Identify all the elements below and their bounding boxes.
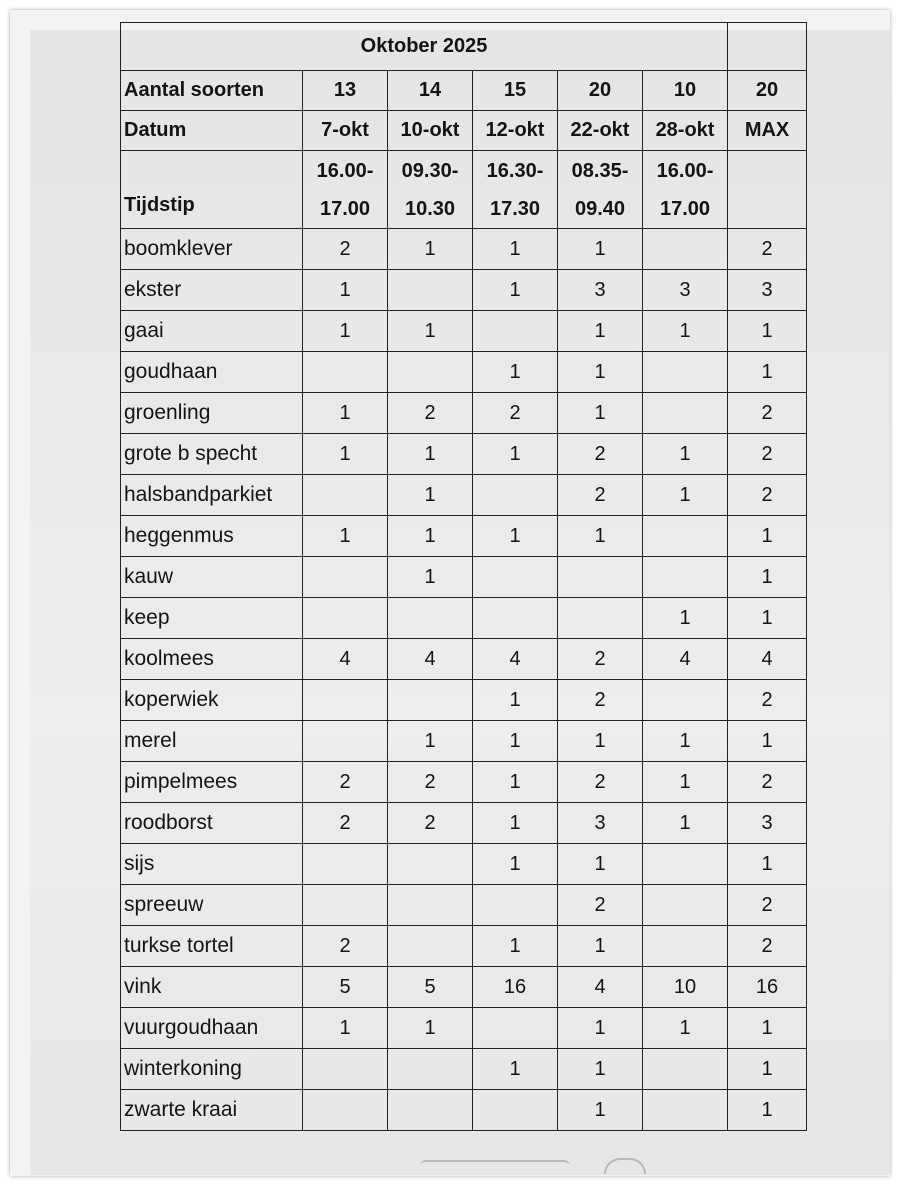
count-cell (388, 885, 473, 926)
tijdstip-end: 10.30 (404, 197, 456, 220)
species-name: keep (121, 598, 303, 639)
count-cell: 1 (728, 844, 807, 885)
count-cell: 2 (728, 885, 807, 926)
count-cell: 2 (388, 762, 473, 803)
aantal-cell: 20 (728, 71, 807, 111)
count-cell (643, 844, 728, 885)
count-cell (388, 1090, 473, 1131)
count-cell: 1 (303, 1008, 388, 1049)
count-cell: 3 (558, 270, 643, 311)
tijdstip-cell (388, 151, 473, 229)
table-row (121, 639, 807, 680)
count-cell (473, 885, 558, 926)
tijdstip-start: 16.00- (656, 159, 714, 182)
tijdstip-start: 16.00- (316, 159, 374, 182)
count-cell: 1 (558, 721, 643, 762)
count-cell (303, 680, 388, 721)
count-cell: 1 (473, 926, 558, 967)
count-cell: 1 (558, 352, 643, 393)
count-cell: 3 (558, 803, 643, 844)
table-row (121, 926, 807, 967)
count-cell: 1 (558, 393, 643, 434)
table-row (121, 557, 807, 598)
tijdstip-end: 17.00 (319, 197, 371, 220)
aantal-cell: 10 (643, 71, 728, 111)
count-cell: 3 (728, 803, 807, 844)
count-cell: 16 (473, 967, 558, 1008)
species-name: halsbandparkiet (121, 475, 303, 516)
species-name: goudhaan (121, 352, 303, 393)
count-cell: 1 (728, 311, 807, 352)
datum-cell: 10-okt (388, 111, 473, 151)
count-cell: 1 (643, 1008, 728, 1049)
species-name: koperwiek (121, 680, 303, 721)
table-row (121, 1008, 807, 1049)
count-cell: 1 (728, 516, 807, 557)
count-cell: 1 (388, 721, 473, 762)
species-name: ekster (121, 270, 303, 311)
count-cell: 1 (303, 516, 388, 557)
count-cell: 1 (728, 1049, 807, 1090)
count-cell (473, 1008, 558, 1049)
monitor-button (604, 1158, 646, 1174)
count-cell (558, 598, 643, 639)
count-cell: 2 (728, 475, 807, 516)
table-row (121, 516, 807, 557)
count-cell: 2 (728, 680, 807, 721)
table-row (121, 967, 807, 1008)
species-name: zwarte kraai (121, 1090, 303, 1131)
count-cell (473, 475, 558, 516)
count-cell (643, 926, 728, 967)
aantal-cell: 15 (473, 71, 558, 111)
count-cell: 1 (388, 475, 473, 516)
count-cell: 2 (728, 393, 807, 434)
bird-count-table (120, 22, 807, 1131)
count-cell (303, 721, 388, 762)
count-cell: 3 (643, 270, 728, 311)
tijdstip-end: 17.00 (659, 197, 711, 220)
count-cell: 1 (558, 1049, 643, 1090)
count-cell: 1 (558, 926, 643, 967)
species-name: vink (121, 967, 303, 1008)
count-cell: 1 (473, 270, 558, 311)
count-cell: 1 (473, 516, 558, 557)
species-name: heggenmus (121, 516, 303, 557)
count-cell: 1 (473, 352, 558, 393)
tijdstip-cell (558, 151, 643, 229)
count-cell: 2 (558, 762, 643, 803)
count-cell (388, 926, 473, 967)
datum-cell: MAX (728, 111, 807, 151)
count-cell: 1 (473, 434, 558, 475)
table-row (121, 393, 807, 434)
tijdstip-row (121, 151, 807, 229)
count-cell: 1 (473, 1049, 558, 1090)
table-row (121, 598, 807, 639)
species-name: kauw (121, 557, 303, 598)
title-row (121, 23, 807, 71)
table-row (121, 270, 807, 311)
count-cell: 1 (728, 1090, 807, 1131)
count-cell (473, 557, 558, 598)
aantal-row (121, 71, 807, 111)
count-cell: 1 (643, 721, 728, 762)
title-blank-cell (728, 23, 807, 71)
count-cell: 1 (473, 721, 558, 762)
count-cell (303, 557, 388, 598)
count-cell (473, 1090, 558, 1131)
tijdstip-start: 08.35- (571, 159, 629, 182)
count-cell: 2 (388, 803, 473, 844)
count-cell (643, 393, 728, 434)
count-cell (388, 1049, 473, 1090)
count-cell: 1 (303, 270, 388, 311)
count-cell: 1 (303, 311, 388, 352)
tijdstip-end: 17.30 (489, 197, 541, 220)
tijdstip-cell (643, 151, 728, 229)
count-cell: 1 (728, 352, 807, 393)
count-cell (303, 844, 388, 885)
species-name: vuurgoudhaan (121, 1008, 303, 1049)
count-cell: 2 (473, 393, 558, 434)
table-row (121, 680, 807, 721)
table-row (121, 434, 807, 475)
count-cell: 4 (303, 639, 388, 680)
count-cell: 1 (473, 844, 558, 885)
table-row (121, 844, 807, 885)
count-cell: 1 (473, 680, 558, 721)
tijdstip-end: 09.40 (574, 197, 626, 220)
count-cell: 10 (643, 967, 728, 1008)
species-name: pimpelmees (121, 762, 303, 803)
table-row (121, 311, 807, 352)
tijdstip-start: 16.30- (486, 159, 544, 182)
count-cell: 1 (728, 557, 807, 598)
count-cell: 4 (643, 639, 728, 680)
datum-cell: 12-okt (473, 111, 558, 151)
count-cell: 1 (473, 229, 558, 270)
species-name: groenling (121, 393, 303, 434)
count-cell: 1 (388, 557, 473, 598)
species-name: gaai (121, 311, 303, 352)
count-cell (643, 557, 728, 598)
species-name: turkse tortel (121, 926, 303, 967)
count-cell (643, 680, 728, 721)
count-cell: 1 (388, 434, 473, 475)
count-cell (643, 229, 728, 270)
count-cell: 1 (643, 803, 728, 844)
count-cell (643, 1090, 728, 1131)
count-cell: 1 (643, 475, 728, 516)
count-cell (303, 885, 388, 926)
species-name: sijs (121, 844, 303, 885)
count-cell (558, 557, 643, 598)
count-cell (303, 1090, 388, 1131)
datum-cell: 7-okt (303, 111, 388, 151)
count-cell (303, 475, 388, 516)
aantal-cell: 20 (558, 71, 643, 111)
count-cell: 1 (558, 1008, 643, 1049)
count-cell: 2 (303, 762, 388, 803)
count-cell: 2 (303, 926, 388, 967)
count-cell: 4 (388, 639, 473, 680)
count-cell: 2 (303, 803, 388, 844)
count-cell: 1 (303, 393, 388, 434)
count-cell: 5 (388, 967, 473, 1008)
count-cell (303, 1049, 388, 1090)
count-cell: 2 (728, 229, 807, 270)
species-name: merel (121, 721, 303, 762)
count-cell: 5 (303, 967, 388, 1008)
count-cell: 2 (558, 680, 643, 721)
count-cell: 2 (728, 434, 807, 475)
count-cell: 1 (473, 803, 558, 844)
table-row (121, 475, 807, 516)
table-row (121, 721, 807, 762)
count-cell: 2 (558, 885, 643, 926)
count-cell: 1 (643, 311, 728, 352)
count-cell: 4 (473, 639, 558, 680)
count-cell: 4 (728, 639, 807, 680)
count-cell: 2 (388, 393, 473, 434)
datum-row (121, 111, 807, 151)
count-cell: 3 (728, 270, 807, 311)
count-cell (643, 1049, 728, 1090)
count-cell: 4 (558, 967, 643, 1008)
count-cell: 2 (558, 475, 643, 516)
datum-label: Datum (121, 111, 303, 151)
tijdstip-cell (473, 151, 558, 229)
count-cell (388, 598, 473, 639)
count-cell: 1 (388, 1008, 473, 1049)
species-name: grote b specht (121, 434, 303, 475)
count-cell: 1 (728, 1008, 807, 1049)
tijdstip-cell (728, 151, 807, 229)
count-cell: 1 (558, 229, 643, 270)
count-cell: 2 (728, 762, 807, 803)
count-cell (388, 352, 473, 393)
aantal-label: Aantal soorten (121, 71, 303, 111)
count-cell: 16 (728, 967, 807, 1008)
count-cell (643, 516, 728, 557)
count-cell: 1 (558, 1090, 643, 1131)
table-row (121, 803, 807, 844)
species-name: boomklever (121, 229, 303, 270)
count-cell (388, 680, 473, 721)
count-cell (473, 311, 558, 352)
count-cell: 1 (558, 516, 643, 557)
count-cell (473, 598, 558, 639)
tijdstip-cell (303, 151, 388, 229)
aantal-cell: 13 (303, 71, 388, 111)
aantal-cell: 14 (388, 71, 473, 111)
count-cell: 1 (558, 311, 643, 352)
count-cell: 1 (388, 516, 473, 557)
table-row (121, 1049, 807, 1090)
count-cell (388, 844, 473, 885)
count-cell: 2 (558, 639, 643, 680)
count-cell: 1 (388, 229, 473, 270)
species-name: roodborst (121, 803, 303, 844)
species-name: spreeuw (121, 885, 303, 926)
datum-cell: 22-okt (558, 111, 643, 151)
count-cell: 1 (303, 434, 388, 475)
table-row (121, 229, 807, 270)
count-cell: 1 (558, 844, 643, 885)
count-cell: 2 (728, 926, 807, 967)
count-cell (303, 598, 388, 639)
datum-cell: 28-okt (643, 111, 728, 151)
tijdstip-start: 09.30- (401, 159, 459, 182)
table-row (121, 885, 807, 926)
count-cell (643, 352, 728, 393)
count-cell: 1 (728, 721, 807, 762)
count-cell (643, 885, 728, 926)
table-row (121, 1090, 807, 1131)
count-cell: 1 (728, 598, 807, 639)
count-cell: 2 (558, 434, 643, 475)
count-cell: 2 (303, 229, 388, 270)
species-name: winterkoning (121, 1049, 303, 1090)
count-cell: 1 (643, 434, 728, 475)
table-row (121, 352, 807, 393)
count-cell (303, 352, 388, 393)
count-cell: 1 (643, 762, 728, 803)
count-cell: 1 (473, 762, 558, 803)
species-name: koolmees (121, 639, 303, 680)
count-cell: 1 (643, 598, 728, 639)
table-row (121, 762, 807, 803)
table-title: Oktober 2025 (121, 23, 728, 71)
monitor-bezel-edge (420, 1160, 570, 1168)
count-cell (388, 270, 473, 311)
count-cell: 1 (388, 311, 473, 352)
tijdstip-label: Tijdstip (121, 151, 303, 229)
